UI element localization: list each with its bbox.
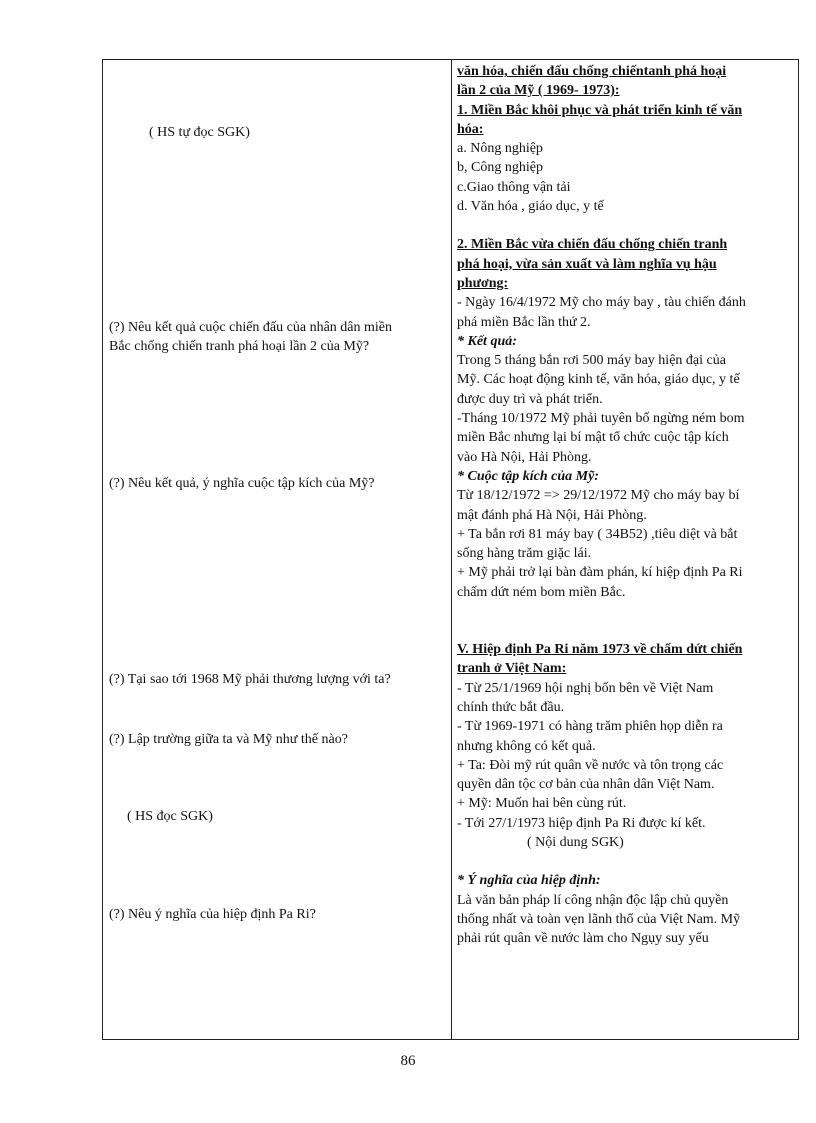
question-result-north: (?) Nêu kết quả cuộc chiến đấu của nhân dân miền Bắc chống chiến tranh phá hoại lần 2 của Mỹ? — [109, 320, 392, 355]
paragraph-line: được duy trì và phát triển. — [457, 391, 603, 407]
paragraph-line: Từ 18/12/1972 => 29/12/1972 Mỹ cho máy bay bí — [457, 488, 740, 504]
section-1-title-2: hóa: — [457, 121, 484, 137]
paragraph-line: Mỹ. Các hoạt động kinh tế, văn hóa, giáo dục, y tế — [457, 372, 740, 388]
page-number: 86 — [400, 1053, 416, 1069]
paragraph-line: + Ta: Đòi mỹ rút quân về nước và tôn trọng các — [457, 757, 724, 773]
paragraph-line: thống nhất và toàn vẹn lãnh thổ của Việt Nam. Mỹ — [457, 911, 741, 927]
paragraph-line: vào Hà Nội, Hải Phòng. — [457, 449, 592, 465]
paragraph-line: Là văn bản pháp lí công nhận độc lập chủ quyền — [457, 892, 729, 908]
paragraph-line: mật đánh phá Hà Nội, Hải Phòng. — [457, 507, 647, 523]
heading-continued: văn hóa, chiến đấu chống chiếntanh phá hoại — [457, 64, 727, 79]
list-item: b, Công nghiệp — [457, 160, 543, 176]
paragraph-line: Trong 5 tháng bắn rơi 500 máy bay hiện đại của — [457, 353, 726, 369]
paragraph-line: + Ta bắn rơi 81 máy bay ( 34B52) ,tiêu diệt và bắt — [457, 526, 738, 542]
column-divider — [451, 60, 452, 1039]
section-2-title-2: phá hoại, vừa sản xuất và làm nghĩa vụ hậu — [457, 256, 717, 272]
paragraph-line: sống hàng trăm giặc lái. — [457, 546, 592, 562]
result-label: * Kết quả: — [457, 333, 517, 349]
question-paris-meaning: (?) Nêu ý nghĩa của hiệp định Pa Ri? — [109, 907, 316, 922]
question-negotiation: (?) Tại sao tới 1968 Mỹ phải thương lượng với ta? — [109, 672, 391, 687]
list-item: a. Nông nghiệp — [457, 141, 543, 157]
paragraph-line: quyền dân tộc cơ bản của nhân dân Việt Nam. — [457, 777, 715, 793]
paragraph-line: + Mỹ phải trở lại bàn đàm phán, kí hiệp định Pa Ri — [457, 565, 743, 581]
paragraph-line: phá miền Bắc lần thứ 2. — [457, 314, 591, 330]
meaning-label: * Ý nghĩa của hiệp định: — [457, 873, 601, 889]
section-5-title: V. Hiệp định Pa Ri năm 1973 về chấm dứt chiến — [457, 642, 743, 658]
paragraph-line: + Mỹ: Muốn hai bên cùng rút. — [457, 796, 627, 812]
content-column — [457, 62, 797, 948]
teacher-activity-column — [103, 60, 451, 1039]
paragraph-line: phải rút quân về nước làm cho Ngụy suy yếu — [457, 931, 709, 947]
paragraph-line: - Từ 1969-1971 có hàng trăm phiên họp diễn ra — [457, 719, 723, 735]
paragraph-line: chấm dứt ném bom miền Bắc. — [457, 584, 626, 600]
lesson-table — [102, 59, 799, 1040]
paragraph-line: - Ngày 16/4/1972 Mỹ cho máy bay , tàu chiến đánh — [457, 295, 746, 311]
paragraph-line: ( Nội dung SGK) — [457, 834, 624, 850]
paragraph-line: - Tới 27/1/1973 hiệp định Pa Ri được kí kết. — [457, 815, 706, 831]
section-5-title-2: tranh ở Việt Nam: — [457, 661, 567, 677]
question-positions: (?) Lập trường giữa ta và Mỹ như thế nào? — [109, 732, 348, 747]
read-textbook-note: ( HS đọc SGK) — [127, 809, 213, 824]
section-2-title-3: phương: — [457, 275, 509, 291]
list-item: c.Giao thông vận tải — [457, 179, 571, 195]
section-2-title: 2. Miền Bắc vừa chiến đấu chống chiến tranh — [457, 237, 728, 253]
paragraph-line: nhưng không có kết quả. — [457, 738, 596, 754]
section-1-title: 1. Miền Bắc khôi phục và phát triển kinh tế văn — [457, 102, 743, 118]
paragraph-line: - Từ 25/1/1969 hội nghị bốn bên về Việt Nam — [457, 680, 714, 696]
list-item: d. Văn hóa , giáo dục, y tế — [457, 199, 604, 215]
self-study-note: ( HS tự đọc SGK) — [149, 125, 250, 140]
heading-continued-2: lần 2 của Mỹ ( 1969- 1973): — [457, 83, 620, 99]
paragraph-line: miền Bắc nhưng lại bí mật tổ chức cuộc tập kích — [457, 430, 729, 446]
raid-label: * Cuộc tập kích của Mỹ: — [457, 468, 599, 484]
paragraph-line: chính thức bắt đầu. — [457, 699, 565, 715]
paragraph-line: -Tháng 10/1972 Mỹ phải tuyên bố ngừng ném bom — [457, 411, 745, 427]
question-raid: (?) Nêu kết quả, ý nghĩa cuộc tập kích của Mỹ? — [109, 476, 375, 491]
